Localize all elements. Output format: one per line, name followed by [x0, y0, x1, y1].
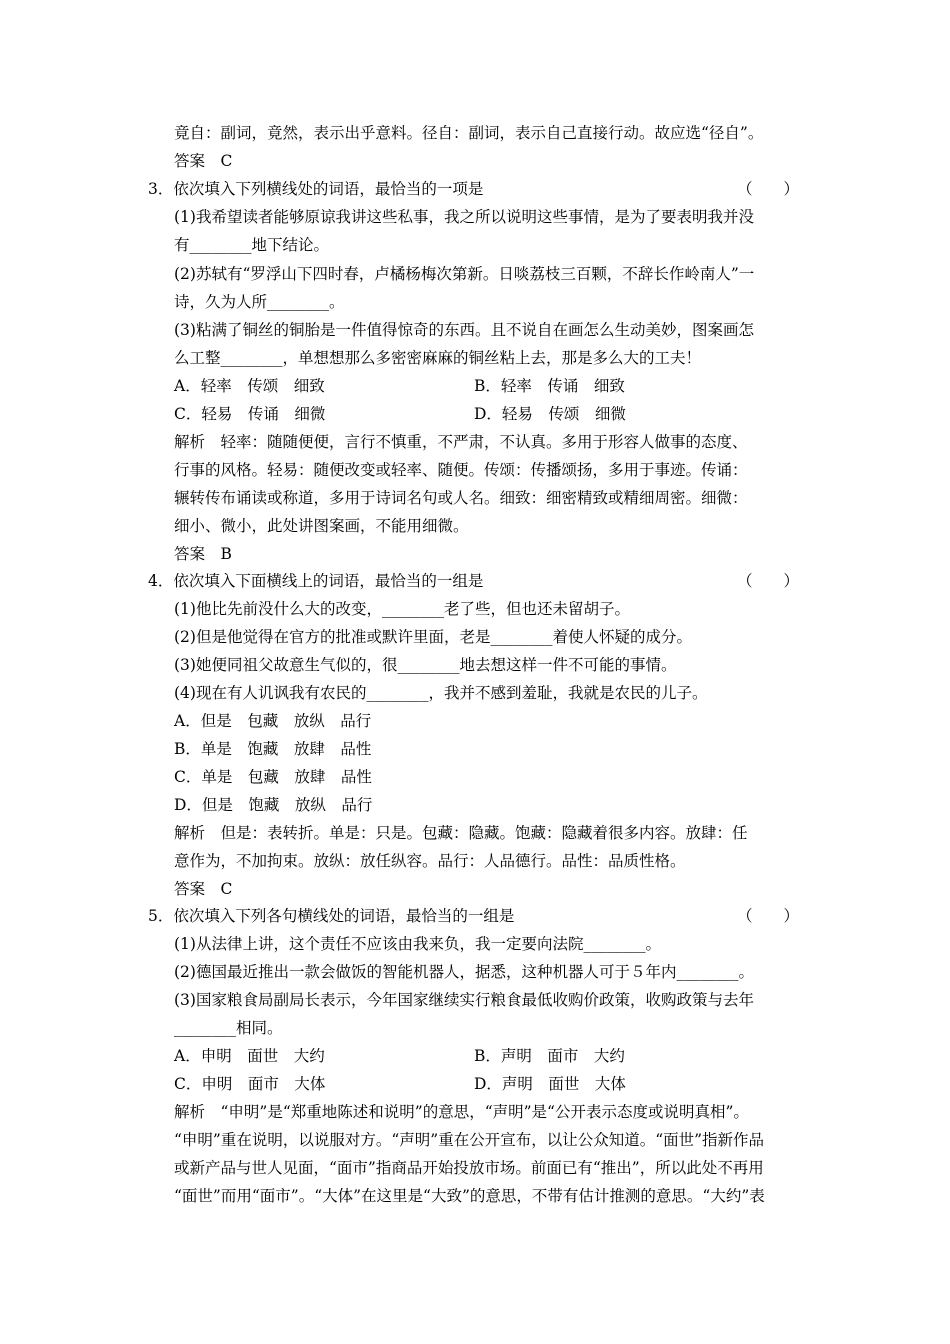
answer-line: 答案 C — [174, 152, 233, 170]
question-5-stem: 5．依次填入下列各句横线处的词语，最恰当的一组是 — [148, 907, 515, 925]
question-3-stem: 3．依次填入下列横线处的词语，最恰当的一项是 — [148, 180, 484, 198]
option-d: D．声明 面世 大体 — [474, 1075, 626, 1093]
sub-item: (1)他比先前没什么大的改变，________老了些，但也还未留胡子。 — [174, 600, 630, 618]
analysis-line: 解析 轻率：随随便便，言行不慎重，不严肃，不认真。多用于形容人做事的态度、 — [174, 433, 748, 451]
sub-item: (1)我希望读者能够原谅我讲这些私事，我之所以说明这些事情，是为了要表明我并没 — [174, 208, 754, 226]
text-line: 辗转传布诵读或称道，多用于诗词名句或人名。细致：细密精致或精细周密。细微： — [174, 489, 748, 507]
text-line: “面世”而用“面市”。“大体”在这里是“大致”的意思，不带有估计推测的意思。“大约”表 — [174, 1187, 765, 1205]
answer-parentheses: （ ） — [737, 572, 800, 590]
option-c: C．单是 包藏 放肆 品性 — [174, 768, 372, 786]
sub-item: (1)从法律上讲，这个责任不应该由我来负，我一定要向法院________。 — [174, 935, 661, 953]
sub-item: (3)她便同祖父故意生气似的，很________地去想这样一件不可能的事情。 — [174, 656, 677, 674]
text-line: 有________地下结论。 — [174, 236, 330, 254]
text-line: 行事的风格。轻易：随便改变或轻率、随便。传颂：传播颂扬，多用于事迹。传诵： — [174, 461, 748, 479]
option-b: B．单是 饱藏 放肆 品性 — [174, 740, 372, 758]
option-c: C．申明 面市 大体 — [174, 1075, 326, 1093]
sub-item: (2)苏轼有“罗浮山下四时春，卢橘杨梅次第新。日啖荔枝三百颗，不辞长作岭南人”一 — [174, 265, 755, 283]
analysis-line: 解析 但是：表转折。单是：只是。包藏：隐藏。饱藏：隐藏着很多内容。放肆：任 — [174, 824, 748, 842]
sub-item: (3)粘满了铜丝的铜胎是一件值得惊奇的东西。且不说自在画怎么生动美妙，图案画怎 — [174, 321, 754, 339]
analysis-line: 解析 “申明”是“郑重地陈述和说明”的意思，“声明”是“公开表示态度或说明真相”。 — [174, 1103, 749, 1121]
question-4-stem: 4．依次填入下面横线上的词语，最恰当的一组是 — [148, 572, 484, 590]
option-a: A．轻率 传颂 细致 — [174, 377, 325, 395]
option-a: A．但是 包藏 放纵 品行 — [174, 712, 372, 730]
sub-item: (2)德国最近推出一款会做饭的智能机器人，据悉，这种机器人可于５年内________。 — [174, 963, 754, 981]
option-d: D．轻易 传颂 细微 — [474, 405, 626, 423]
sub-item: (4)现在有人讥讽我有农民的________，我并不感到羞耻，我就是农民的儿子。 — [174, 684, 708, 702]
option-c: C．轻易 传诵 细微 — [174, 405, 326, 423]
text-line: 细小、微小，此处讲图案画，不能用细微。 — [174, 517, 469, 535]
option-b: B．轻率 传诵 细致 — [474, 377, 625, 395]
option-b: B．声明 面市 大约 — [474, 1047, 625, 1065]
answer-line: 答案 C — [174, 880, 233, 898]
text-line: 么工整________，单想想那么多密密麻麻的铜丝粘上去，那是多么大的工夫！ — [174, 349, 702, 367]
sub-item: (3)国家粮食局副局长表示，今年国家继续实行粮食最低收购价政策，收购政策与去年 — [174, 991, 754, 1009]
text-line: 或新产品与世人见面，“面市”指商品开始投放市场。前面已有“推出”，所以此处不再用 — [174, 1159, 764, 1177]
answer-line: 答案 B — [174, 545, 232, 563]
text-line: “申明”重在说明，以说服对方。“声明”重在公开宣布，以让公众知道。“面世”指新作品 — [174, 1131, 765, 1149]
text-line: 意作为，不加拘束。放纵：放任纵容。品行：人品德行。品性：品质性格。 — [174, 852, 686, 870]
option-a: A．申明 面世 大约 — [174, 1047, 325, 1065]
text-line: 诗，久为人所________。 — [174, 293, 345, 311]
answer-parentheses: （ ） — [737, 907, 800, 925]
text-line: ________相同。 — [174, 1019, 283, 1037]
answer-parentheses: （ ） — [737, 180, 800, 198]
sub-item: (2)但是他觉得在官方的批准或默许里面，老是________着使人怀疑的成分。 — [174, 628, 692, 646]
option-d: D．但是 饱藏 放纵 品行 — [174, 796, 373, 814]
text-line: 竟自：副词，竟然，表示出乎意料。径自：副词，表示自己直接行动。故应选“径自”。 — [174, 124, 764, 142]
